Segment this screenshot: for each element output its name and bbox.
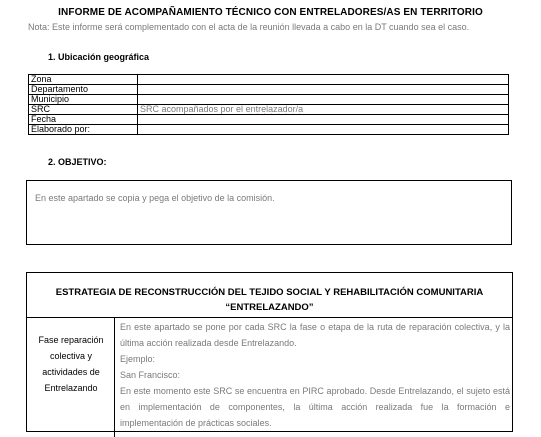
strategy-table bbox=[26, 272, 513, 432]
description-paragraph: En este apartado se pone por cada SRC la fase o etapa de la ruta de reparación colectiva, y la última acción realizada desde Entrelazando. bbox=[120, 322, 510, 348]
strategy-title bbox=[27, 285, 512, 315]
description-paragraph: San Francisco: bbox=[120, 370, 181, 380]
row-value[interactable] bbox=[138, 95, 509, 105]
row-value[interactable] bbox=[138, 75, 509, 85]
location-table bbox=[28, 74, 509, 135]
section-heading-location: 1. Ubicación geográfica bbox=[48, 52, 150, 62]
description-paragraph: Ejemplo: bbox=[120, 354, 156, 364]
objective-box[interactable] bbox=[26, 180, 512, 245]
src-value-text: SRC acompañados por el bbox=[140, 104, 246, 114]
document-note: Nota: Este informe será complementado con el acta de la reunión llevada a cabo en la DT cuando sea el caso. bbox=[28, 22, 470, 32]
row-label: Departamento bbox=[29, 85, 138, 95]
row-value[interactable] bbox=[138, 105, 509, 115]
phase-description-cell[interactable] bbox=[120, 319, 510, 431]
row-label: SRC bbox=[29, 105, 138, 115]
section-heading-objective: 2. OBJETIVO: bbox=[48, 157, 107, 167]
row-label: Zona bbox=[29, 75, 138, 85]
document-title: INFORME DE ACOMPAÑAMIENTO TÉCNICO CON ENTRELADORES/AS EN TERRITORIO bbox=[58, 7, 483, 18]
phase-label-line: actividades de bbox=[42, 367, 100, 377]
strategy-title-line1: ESTRATEGIA DE RECONSTRUCCIÓN DEL TEJIDO SOCIAL Y REHABILITACIÓN COMUNITARIA bbox=[55, 287, 484, 298]
table-row bbox=[29, 75, 509, 85]
phase-label-line: colectiva y bbox=[49, 351, 93, 361]
phase-label-line: Fase reparación bbox=[38, 335, 104, 345]
table-row bbox=[29, 95, 509, 105]
strategy-title-line2: “ENTRELAZANDO” bbox=[225, 302, 314, 313]
row-value[interactable] bbox=[138, 115, 509, 125]
table-row bbox=[29, 85, 509, 95]
phase-label-cell bbox=[27, 317, 115, 437]
table-row bbox=[29, 105, 509, 115]
row-value[interactable] bbox=[138, 85, 509, 95]
row-value[interactable] bbox=[138, 125, 509, 135]
objective-placeholder: En este apartado se copia y pega el objetivo de la comisión. bbox=[35, 193, 275, 203]
row-label: Municipio bbox=[29, 95, 138, 105]
row-label: Fecha bbox=[29, 115, 138, 125]
description-paragraph: En este momento este SRC se encuentra en PIRC aprobado. Desde Entrelazando, el sujeto está en implementación de componentes, la última acción realizada fue la formación e implementación de prácticas sociales. bbox=[120, 386, 510, 428]
table-row bbox=[29, 115, 509, 125]
misspelled-word: entrelazador/a bbox=[245, 104, 304, 114]
row-label: Elaborado por: bbox=[29, 125, 138, 135]
phase-label-line: Entrelazando bbox=[44, 383, 98, 393]
phase-label bbox=[27, 332, 115, 396]
table-row bbox=[29, 125, 509, 135]
